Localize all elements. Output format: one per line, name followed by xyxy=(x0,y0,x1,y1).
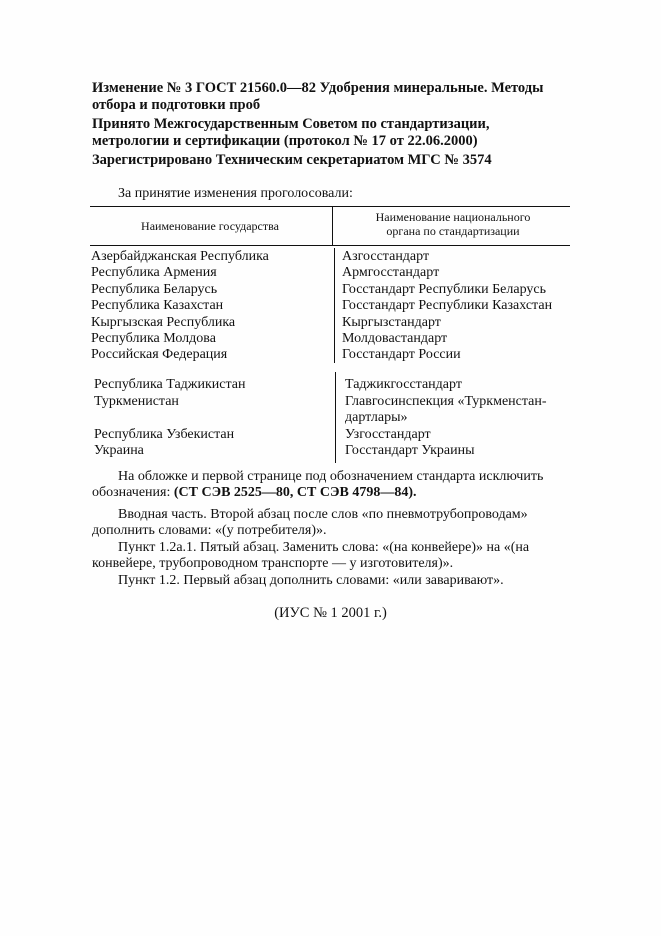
table-top-rule xyxy=(90,206,570,207)
voting-intro: За принятие изменения проголосовали: xyxy=(118,186,353,201)
registration-note: Зарегистрировано Техническим секретариатом МГС № 3574 xyxy=(92,152,492,168)
paragraph-introduction: Вводная часть. Второй абзац после слов «по пневмотрубопроводам» дополнить словами: «(у потребителя)». xyxy=(92,507,528,538)
table-header-body-line2: органа по стандартизации xyxy=(386,224,520,238)
table-cell-body: Узгосстандарт xyxy=(345,427,431,442)
table-cell-body: Армгосстандарт xyxy=(342,265,440,280)
adoption-note: Принято Межгосударственным Советом по стандартизации, метрологии и сертификации (протокол № 17 от 22.06.2000) xyxy=(92,116,490,149)
paragraph-designations-codes: (СТ СЭВ 2525—80, СТ СЭВ 4798—84). xyxy=(173,485,417,500)
paragraph-clause-1-2: Пункт 1.2. Первый абзац дополнить словами: «или заваривают». xyxy=(118,573,504,588)
table-cell-body: Кыргызстандарт xyxy=(342,315,441,330)
paragraph-designations-text: На обложке и первой странице под обозначением стандарта исключить обозначения: xyxy=(92,469,544,500)
table-cell-state: Российская Федерация xyxy=(91,347,228,362)
table-cell-state: Украина xyxy=(94,443,144,458)
table-header-divider xyxy=(332,206,333,245)
table-cell-state: Республика Армения xyxy=(91,265,217,280)
table-column-divider xyxy=(334,248,335,363)
table-cell-body: Главгосинспекция «Туркменстан- xyxy=(345,394,547,409)
table-cell-body: Госстандарт Украины xyxy=(345,443,475,458)
table-cell-state: Республика Казахстан xyxy=(91,298,224,313)
table-cell-state: Кыргызская Республика xyxy=(91,315,236,330)
table-cell-state: Азербайджанская Республика xyxy=(91,249,269,264)
table-cell-state: Республика Беларусь xyxy=(91,282,218,297)
table-header-rule xyxy=(90,245,570,246)
table-cell-body: Госстандарт Республики Казахстан xyxy=(342,298,553,313)
paragraph-designations xyxy=(92,469,570,501)
table-cell-body: Госстандарт России xyxy=(342,347,461,362)
table-cell-body-continued: дартлары» xyxy=(345,410,408,425)
table-cell-body: Молдовастандарт xyxy=(342,331,448,346)
table-header-body xyxy=(336,210,570,238)
table-cell-state: Туркменистан xyxy=(94,394,179,409)
table-cell-state: Республика Таджикистан xyxy=(94,377,246,392)
table-cell-state: Республика Молдова xyxy=(91,331,216,346)
publication-reference: (ИУС № 1 2001 г.) xyxy=(274,605,387,621)
paragraph-clause-1-2a-1: Пункт 1.2а.1. Пятый абзац. Заменить слова: «(на конвейере)» на «(на конвейере, трубопроводном транспорте — у изготовителя)». xyxy=(92,540,530,571)
table-header-state: Наименование государства xyxy=(141,219,279,233)
amendment-title: Изменение № 3 ГОСТ 21560.0—82 Удобрения минеральные. Методы отбора и подготовки проб xyxy=(92,80,544,113)
table-cell-state: Республика Узбекистан xyxy=(94,427,235,442)
table-column-divider xyxy=(335,372,336,463)
table-cell-body: Азгосстандарт xyxy=(342,249,430,264)
table-cell-body: Госстандарт Республики Беларусь xyxy=(342,282,547,297)
table-cell-body: Таджикгосстандарт xyxy=(345,377,462,392)
table-header-body-line1: Наименование национального xyxy=(375,210,531,224)
